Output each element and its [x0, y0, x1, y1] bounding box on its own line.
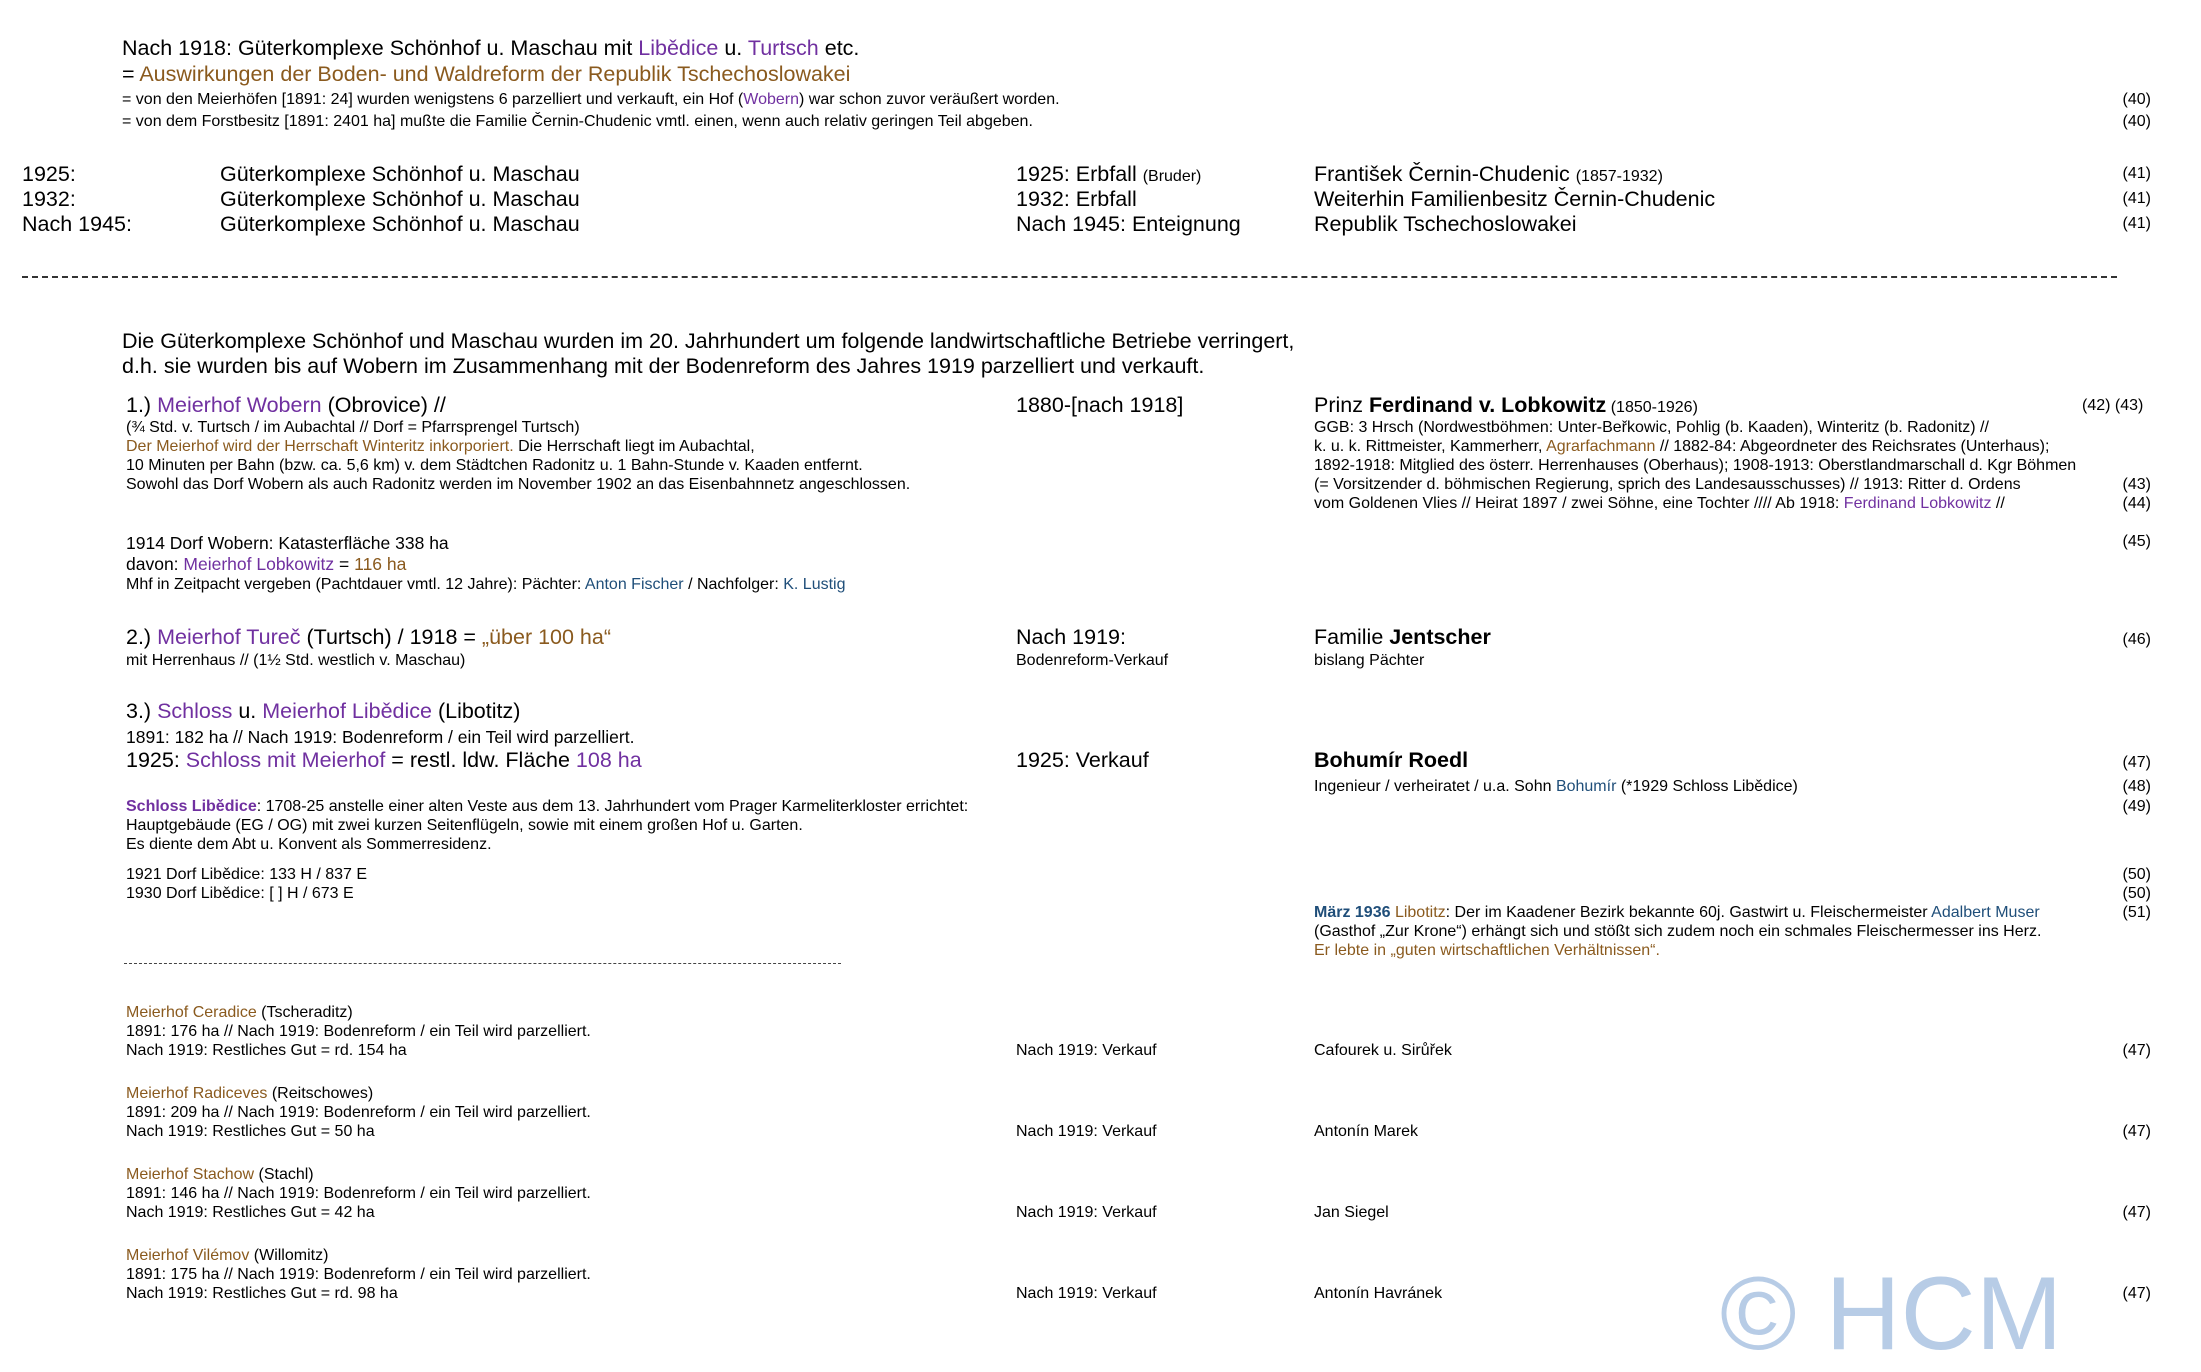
footnote-ref: (46) [2122, 631, 2151, 648]
schloss-meierhof-link[interactable]: Schloss mit Meierhof [185, 748, 386, 772]
intro-line-1: Die Güterkomplexe Schönhof und Maschau wurden im 20. Jahrhundert um folgende landwirtschaftliche Betriebe verringert, [122, 329, 1295, 353]
footnote-ref: (44) [2122, 495, 2151, 512]
farm-line-1: 1891: 175 ha // Nach 1919: Bodenreform / ein Teil wird parzelliert. [126, 1266, 591, 1283]
footnote-ref: (41) [2122, 215, 2151, 232]
owner-bio-2-text: k. u. k. Rittmeister, Kammerherr, [1314, 438, 1547, 455]
schloss-libedice-label: Schloss Libědice [126, 798, 257, 815]
wobern-title [126, 393, 446, 418]
top-line-3 [122, 91, 1060, 109]
muser-place: Libotitz [1390, 904, 1446, 921]
schloss-link[interactable]: Schloss [157, 699, 233, 723]
farm-line-2: Nach 1919: Restliches Gut = rd. 98 ha [126, 1285, 398, 1302]
farm-title [126, 1085, 373, 1103]
turec-owner [1314, 625, 1491, 650]
wobern-owner [1314, 393, 1698, 418]
timeline-estate: Güterkomplexe Schönhof u. Maschau [220, 187, 580, 211]
timeline-owner: Weiterhin Familienbesitz Černin-Chudenic [1314, 187, 1716, 211]
reform-heading: Auswirkungen der Boden- und Waldreform der Republik Tschechoslowakei [139, 62, 851, 86]
footnote-ref: (50) [2122, 866, 2151, 883]
timeline-owner [1314, 162, 1663, 187]
turtsch-link[interactable]: Turtsch [747, 36, 819, 60]
farm-line-1: 1891: 176 ha // Nach 1919: Bodenreform / ein Teil wird parzelliert. [126, 1023, 591, 1040]
owner-bio-5-text: vom Goldenen Vlies // Heirat 1897 / zwei Söhne, eine Tochter //// Ab 1918: [1314, 495, 1844, 512]
libedice-owner-sub-text: Ingenieur / verheiratet / u.a. Sohn [1314, 778, 1556, 795]
timeline-year: 1925: [22, 162, 76, 186]
muser-note-1 [1314, 904, 2040, 922]
owner-bio-5-end: // [1991, 495, 2005, 512]
farm-title [126, 1166, 314, 1184]
timeline-year: 1932: [22, 187, 76, 211]
footnote-ref: (47) [2122, 1042, 2151, 1059]
tenant-k-lustig[interactable]: K. Lustig [783, 576, 846, 593]
wobern-share [126, 554, 406, 574]
bohumir-link[interactable]: Bohumír [1555, 778, 1617, 795]
wobern-incorporation: Der Meierhof wird der Herrschaft Winteritz inkorporiert. [126, 438, 514, 455]
muser-date: März 1936 [1314, 904, 1391, 921]
wobern-date: 1880-[nach 1918] [1016, 393, 1184, 417]
libedice-owner-sub-end: (*1929 Schloss Libědice) [1616, 778, 1798, 795]
turec-title-mid: (Turtsch) / 1918 = [300, 625, 482, 649]
libedice-line-2-year: 1925: [126, 748, 186, 772]
footnote-ref: (42) (43) [2082, 397, 2144, 414]
farm-line-2: Nach 1919: Restliches Gut = rd. 154 ha [126, 1042, 407, 1059]
libedice-line-2-text: = restl. ldw. Fläche [385, 748, 576, 772]
wobern-owner-name: Ferdinand v. Lobkowitz [1368, 393, 1607, 417]
turec-sub: mit Herrenhaus // (1½ Std. westlich v. Maschau) [126, 652, 466, 669]
timeline-owner-note: (1857-1932) [1575, 168, 1663, 185]
footnote-ref: (48) [2122, 778, 2151, 795]
top-line-1-end: etc. [818, 36, 860, 60]
wobern-share-area: 116 ha [354, 554, 407, 574]
timeline-estate: Güterkomplexe Schönhof u. Maschau [220, 162, 580, 186]
schloss-desc-1 [126, 798, 968, 816]
turec-owner-name: Jentscher [1389, 625, 1491, 649]
timeline-event-note: (Bruder) [1142, 168, 1202, 185]
top-line-1-sep: u. [718, 36, 748, 60]
copyright-watermark: © HCM [1720, 1256, 2063, 1372]
farm-name-de: (Tscheraditz) [256, 1004, 353, 1021]
turec-title [126, 625, 611, 650]
farm-line-2: Nach 1919: Restliches Gut = 42 ha [126, 1204, 375, 1221]
tenant-anton-fischer[interactable]: Anton Fischer [584, 576, 684, 593]
footnote-ref: (40) [2122, 113, 2151, 130]
timeline-event [1016, 162, 1201, 187]
libedice-owner-sub [1314, 778, 1798, 796]
wobern-desc-1: (¾ Std. v. Turtsch / im Aubachtal // Dorf = Pfarrsprengel Turtsch) [126, 419, 580, 436]
farm-line-1: 1891: 209 ha // Nach 1919: Bodenreform / ein Teil wird parzelliert. [126, 1104, 591, 1121]
timeline-year: Nach 1945: [22, 212, 132, 236]
muser-note-2: (Gasthof „Zur Krone“) erhängt sich und stößt sich zudem noch ein schmales Fleischermesser ins Herz. [1314, 923, 2042, 940]
farm-name-link[interactable]: Meierhof Stachow [126, 1166, 255, 1183]
wobern-desc-2-text: Die Herrschaft liegt im Aubachtal, [513, 438, 755, 455]
footnote-ref: (40) [2122, 91, 2151, 108]
wobern-lease-text: Mhf in Zeitpacht vergeben (Pachtdauer vmtl. 12 Jahre): Pächter: [126, 576, 585, 593]
turec-name-link[interactable]: Meierhof Tureč [157, 625, 301, 649]
wobern-title-suffix: (Obrovice) // [321, 393, 446, 417]
libedice-title-sep: u. [232, 699, 263, 723]
meierhof-libedice-link[interactable]: Meierhof Libědice [262, 699, 432, 723]
footnote-ref: (47) [2122, 754, 2151, 771]
farm-owner: Cafourek u. Sirůřek [1314, 1042, 1452, 1059]
top-line-1-text: Nach 1918: Güterkomplexe Schönhof u. Maschau mit [122, 36, 639, 60]
turec-date-sub: Bodenreform-Verkauf [1016, 652, 1169, 669]
footnote-ref: (49) [2122, 798, 2151, 815]
footnote-ref: (41) [2122, 190, 2151, 207]
timeline-event: Nach 1945: Enteignung [1016, 212, 1241, 236]
farm-owner: Jan Siegel [1314, 1204, 1389, 1221]
timeline-owner: Republik Tschechoslowakei [1314, 212, 1577, 236]
wobern-share-prefix: davon: [126, 554, 184, 574]
turec-owner-sub: bislang Pächter [1314, 652, 1425, 669]
libedice-line-1: 1891: 182 ha // Nach 1919: Bodenreform / ein Teil wird parzelliert. [126, 727, 635, 747]
top-line-1 [122, 36, 859, 61]
muser-note-1-text: : Der im Kaadener Bezirk bekannte 60j. Gastwirt u. Fleischermeister [1445, 904, 1932, 921]
wobern-share-eq: = [334, 554, 355, 574]
timeline-event-text: 1925: Erbfall [1016, 162, 1137, 186]
owner-bio-5 [1314, 495, 2005, 513]
footnote-ref: (45) [2122, 533, 2151, 550]
farm-event: Nach 1919: Verkauf [1016, 1285, 1157, 1302]
top-line-4: = von dem Forstbesitz [1891: 2401 ha] mußte die Familie Černin-Chudenic vmtl. einen, wenn auch relativ geringen Teil abgeben. [122, 113, 1033, 130]
adalbert-muser-link[interactable]: Adalbert Muser [1931, 904, 2040, 921]
footnote-ref: (50) [2122, 885, 2151, 902]
footnote-ref: (41) [2122, 165, 2151, 182]
libedice-date: 1925: Verkauf [1016, 748, 1149, 772]
farm-event: Nach 1919: Verkauf [1016, 1042, 1157, 1059]
libedice-pop-1921: 1921 Dorf Libědice: 133 H / 837 E [126, 866, 368, 883]
ferdinand-lobkowitz-link[interactable]: Ferdinand Lobkowitz [1843, 495, 1992, 512]
wobern-desc-4: Sowohl das Dorf Wobern als auch Radonitz werden im November 1902 an das Eisenbahnnetz angeschlossen. [126, 476, 911, 493]
wobern-name-link[interactable]: Meierhof Wobern [157, 393, 322, 417]
farm-line-1: 1891: 146 ha // Nach 1919: Bodenreform / ein Teil wird parzelliert. [126, 1185, 591, 1202]
schloss-desc-1-text: : 1708-25 anstelle einer alten Veste aus dem 13. Jahrhundert vom Prager Karmeliterkloster errichtet: [256, 798, 969, 815]
wobern-owner-dates: (1850-1926) [1606, 399, 1698, 416]
libedice-title-de: (Libotitz) [431, 699, 521, 723]
timeline-event: 1932: Erbfall [1016, 187, 1137, 211]
farm-name-de: (Reitschowes) [267, 1085, 374, 1102]
subsection-divider [124, 963, 841, 964]
wobern-desc-3: 10 Minuten per Bahn (bzw. ca. 5,6 km) v. dem Städtchen Radonitz u. 1 Bahn-Stunde v. Kaaden entfernt. [126, 457, 863, 474]
owner-bio-2 [1314, 438, 2049, 456]
farm-name-de: (Willomitz) [249, 1247, 329, 1264]
owner-bio-4: (= Vorsitzender d. böhmischen Regierung, sprich des Landesausschusses) // 1913: Ritter d. Ordens [1314, 476, 2021, 493]
wobern-lease [126, 576, 846, 594]
timeline-owner-text: František Černin-Chudenic [1314, 162, 1570, 186]
turec-area: „über 100 ha“ [481, 625, 612, 649]
libedice-title [126, 699, 520, 724]
farm-line-2: Nach 1919: Restliches Gut = 50 ha [126, 1123, 375, 1140]
schloss-desc-3: Es diente dem Abt u. Konvent als Sommerresidenz. [126, 836, 492, 853]
farm-title [126, 1004, 353, 1022]
footnote-ref: (47) [2122, 1285, 2151, 1302]
libedice-area: 108 ha [575, 748, 642, 772]
top-line-3-text: = von den Meierhöfen [1891: 24] wurden wenigstens 6 parzelliert und verkauft, ein Hof ( [122, 91, 744, 108]
farm-owner: Antonín Marek [1314, 1123, 1419, 1140]
farm-event: Nach 1919: Verkauf [1016, 1123, 1157, 1140]
schloss-desc-2: Hauptgebäude (EG / OG) mit zwei kurzen Seitenflügeln, sowie mit einem großen Hof u. Garten. [126, 817, 803, 834]
wobern-lease-sep: / Nachfolger: [683, 576, 784, 593]
wobern-number: 1.) [126, 393, 158, 417]
intro-line-2: d.h. sie wurden bis auf Wobern im Zusammenhang mit der Bodenreform des Jahres 1919 parzelliert und verkauft. [122, 354, 1205, 378]
owner-bio-2-end: // 1882-84: Abgeordneter des Reichsrates (Unterhaus); [1655, 438, 2050, 455]
farm-owner: Antonín Havránek [1314, 1285, 1443, 1302]
turec-number: 2.) [126, 625, 158, 649]
farm-name-de: (Stachl) [254, 1166, 314, 1183]
top-line-2 [122, 62, 850, 87]
farm-name-link[interactable]: Meierhof Radiceves [126, 1085, 268, 1102]
farm-name-link[interactable]: Meierhof Ceradice [126, 1004, 257, 1021]
farm-title [126, 1247, 328, 1265]
agrarfachmann-term: Agrarfachmann [1546, 438, 1656, 455]
turec-owner-prefix: Familie [1314, 625, 1390, 649]
footnote-ref: (47) [2122, 1123, 2151, 1140]
owner-bio-3: 1892-1918: Mitglied des österr. Herrenhauses (Oberhaus); 1908-1913: Oberstlandmarschall d. Kgr Böhmen [1314, 457, 2077, 474]
meierhof-lobkowitz-link[interactable]: Meierhof Lobkowitz [183, 554, 335, 574]
section-divider [22, 276, 2117, 278]
footnote-ref: (43) [2122, 476, 2151, 493]
wobern-owner-prefix: Prinz [1314, 393, 1369, 417]
muser-note-3: Er lebte in „guten wirtschaftlichen Verhältnissen“. [1314, 942, 1660, 959]
top-line-2-prefix: = [122, 62, 140, 86]
footnote-ref: (51) [2122, 904, 2151, 921]
libedice-pop-1930: 1930 Dorf Libědice: [ ] H / 673 E [126, 885, 354, 902]
wobern-cadastre: 1914 Dorf Wobern: Katasterfläche 338 ha [126, 533, 449, 553]
timeline-estate: Güterkomplexe Schönhof u. Maschau [220, 212, 580, 236]
top-line-3-end: ) war schon zuvor veräußert worden. [799, 91, 1060, 108]
wobern-link[interactable]: Wobern [743, 91, 799, 108]
libedice-owner: Bohumír Roedl [1314, 748, 1469, 772]
libedice-number: 3.) [126, 699, 158, 723]
wobern-desc-2 [126, 438, 755, 456]
libedice-line-2 [126, 748, 642, 773]
footnote-ref: (47) [2122, 1204, 2151, 1221]
farm-name-link[interactable]: Meierhof Vilémov [126, 1247, 250, 1264]
turec-date: Nach 1919: [1016, 625, 1126, 649]
owner-bio-1: GGB: 3 Hrsch (Nordwestböhmen: Unter-Beřkowic, Pohlig (b. Kaaden), Winteritz (b. Radonitz) // [1314, 419, 1989, 436]
farm-event: Nach 1919: Verkauf [1016, 1204, 1157, 1221]
libedice-link[interactable]: Libědice [638, 36, 719, 60]
